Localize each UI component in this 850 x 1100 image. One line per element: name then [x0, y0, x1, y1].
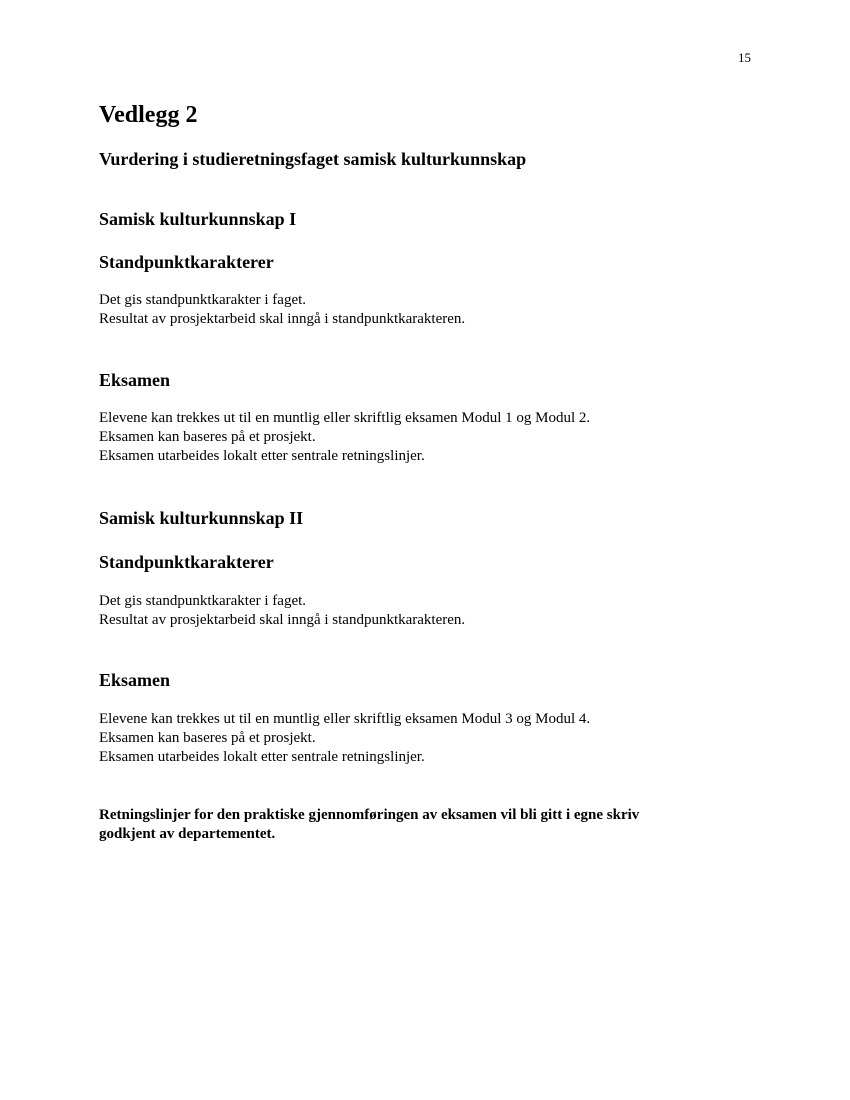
section-2-eksamen-heading: Eksamen [99, 670, 171, 690]
section-2-standpunkt-text [99, 592, 465, 630]
section-2-heading: Samisk kulturkunnskap II [99, 508, 304, 528]
section-1-eksamen-heading: Eksamen [99, 370, 171, 390]
text-line: Eksamen kan baseres på et prosjekt. [99, 429, 316, 445]
text-line: Eksamen utarbeides lokalt etter sentrale retningslinjer. [99, 749, 425, 765]
text-line: Eksamen kan baseres på et prosjekt. [99, 730, 316, 746]
text-line: Elevene kan trekkes ut til en muntlig eller skriftlig eksamen Modul 1 og Modul 2. [99, 410, 591, 426]
page-number: 15 [738, 50, 751, 65]
section-1-eksamen-text [99, 409, 590, 466]
text-line: Resultat av prosjektarbeid skal inngå i standpunktkarakteren. [99, 612, 466, 628]
text-line: Elevene kan trekkes ut til en muntlig eller skriftlig eksamen Modul 3 og Modul 4. [99, 711, 591, 727]
text-line: Resultat av prosjektarbeid skal inngå i standpunktkarakteren. [99, 311, 466, 327]
text-line: Det gis standpunktkarakter i faget. [99, 593, 307, 609]
document-subtitle: Vurdering i studieretningsfaget samisk kulturkunnskap [99, 149, 527, 169]
document-title: Vedlegg 2 [99, 102, 198, 128]
section-1-heading: Samisk kulturkunnskap I [99, 209, 297, 229]
section-1-standpunkt-heading: Standpunktkarakterer [99, 252, 274, 272]
section-2-standpunkt-heading: Standpunktkarakterer [99, 552, 274, 572]
closing-note-line: Retningslinjer for den praktiske gjennomføringen av eksamen vil bli gitt i egne skriv [99, 807, 640, 823]
text-line: Eksamen utarbeides lokalt etter sentrale retningslinjer. [99, 448, 425, 464]
closing-note-line: godkjent av departementet. [99, 826, 276, 842]
section-2-eksamen-text [99, 710, 590, 767]
closing-note [99, 806, 719, 844]
text-line: Det gis standpunktkarakter i faget. [99, 292, 307, 308]
section-1-standpunkt-text [99, 291, 465, 329]
